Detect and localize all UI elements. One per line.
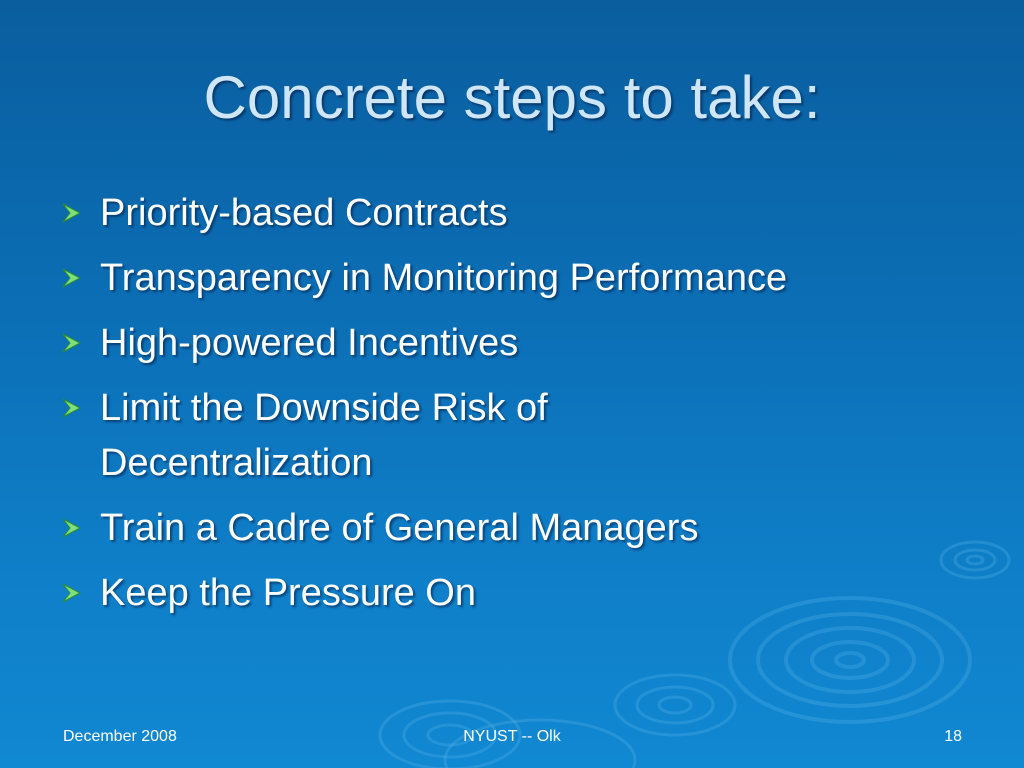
bullet-text: Limit the Downside Risk of Decentralization [100,387,548,484]
list-item [60,501,960,556]
bullet-text: Priority-based Contracts [100,192,508,234]
list-item [60,251,960,306]
chevron-right-icon [60,566,100,620]
page-number: 18 [944,728,962,745]
list-item [60,316,960,371]
bullet-list [60,186,960,631]
bullet-text: High-powered Incentives [100,322,519,364]
slide-title: Concrete steps to take: [203,64,821,131]
list-item [60,566,960,621]
chevron-right-icon [60,381,100,435]
list-item [60,186,960,241]
footer-date: December 2008 [63,728,177,745]
footer-center-text: NYUST -- Olk [463,728,561,745]
chevron-right-icon [60,186,100,240]
chevron-right-icon [60,501,100,555]
list-item [60,381,960,491]
bullet-text: Keep the Pressure On [100,572,476,614]
bullet-text: Train a Cadre of General Managers [100,507,699,549]
bullet-text: Transparency in Monitoring Performance [100,257,788,299]
chevron-right-icon [60,316,100,370]
chevron-right-icon [60,251,100,305]
